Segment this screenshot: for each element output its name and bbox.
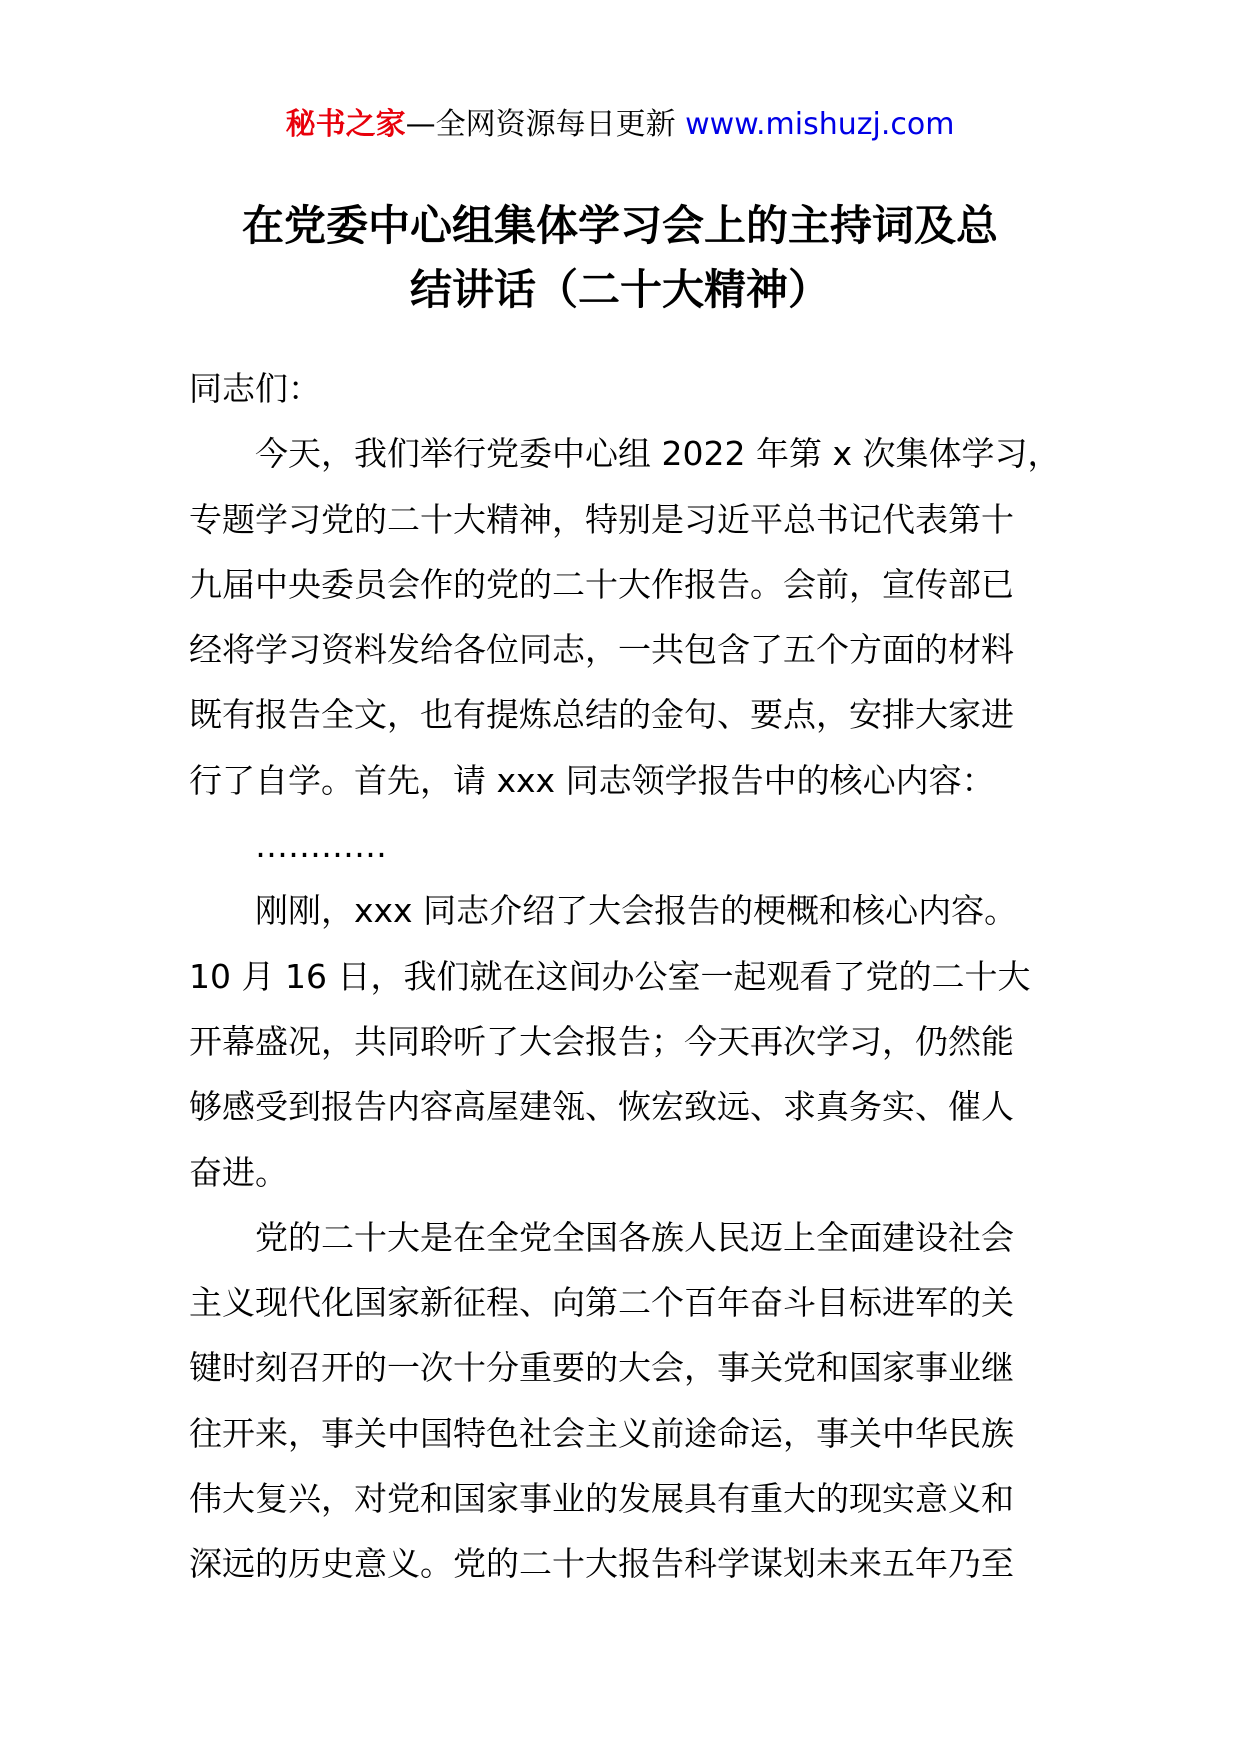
paragraph-line: 往开来，事关中国特色社会主义前途命运，事关中华民族: [189, 1413, 1014, 1453]
paragraph-line: 党的二十大是在全党全国各族人民迈上全面建设社会: [255, 1217, 1014, 1257]
site-tagline: —全网资源每日更新: [405, 107, 686, 142]
ellipsis-line: …………: [255, 826, 387, 866]
site-brand: 秘书之家: [285, 107, 406, 142]
salutation: 同志们：: [189, 369, 321, 408]
paragraph-line: 键时刻召开的一次十分重要的大会，事关党和国家事业继: [189, 1348, 1014, 1388]
paragraph-line: 奋进。: [189, 1152, 288, 1192]
paragraph-line: 深远的历史意义。党的二十大报告科学谋划未来五年乃至: [189, 1544, 1014, 1584]
document-body: [189, 356, 1059, 1597]
paragraph-line: 伟大复兴，对党和国家事业的发展具有重大的现实意义和: [189, 1479, 1014, 1519]
document-title: [190, 194, 1050, 322]
title-line: 在党委中心组集体学习会上的主持词及总: [241, 201, 998, 250]
paragraph-line: 开幕盛况，共同聆听了大会报告；今天再次学习，仍然能: [189, 1021, 1014, 1061]
paragraph-line: 10 月 16 日，我们就在这间办公室一起观看了党的二十大: [189, 956, 1031, 996]
paragraph-line: 主义现代化国家新征程、向第二个百年奋斗目标进军的关: [189, 1283, 1014, 1323]
paragraph-line: 九届中央委员会作的党的二十大作报告。会前，宣传部已: [189, 564, 1014, 604]
paragraph-line: 既有报告全文，也有提炼总结的金句、要点，安排大家进: [189, 695, 1014, 735]
site-header: [0, 100, 1240, 150]
paragraph-line: 行了自学。首先，请 xxx 同志领学报告中的核心内容：: [189, 760, 995, 800]
paragraph-line: 经将学习资料发给各位同志，一共包含了五个方面的材料: [189, 630, 1014, 670]
paragraph-line: 够感受到报告内容高屋建瓴、恢宏致远、求真务实、催人: [189, 1087, 1014, 1127]
title-line: 结讲话（二十大精神）: [409, 265, 830, 314]
site-url-link[interactable]: www.mishuzj.com: [685, 107, 955, 142]
paragraph-line: 专题学习党的二十大精神，特别是习近平总书记代表第十: [189, 499, 1014, 539]
paragraph-line: 今天，我们举行党委中心组 2022 年第 x 次集体学习，: [255, 434, 1061, 474]
paragraph-line: 刚刚，xxx 同志介绍了大会报告的梗概和核心内容。: [255, 891, 1018, 931]
